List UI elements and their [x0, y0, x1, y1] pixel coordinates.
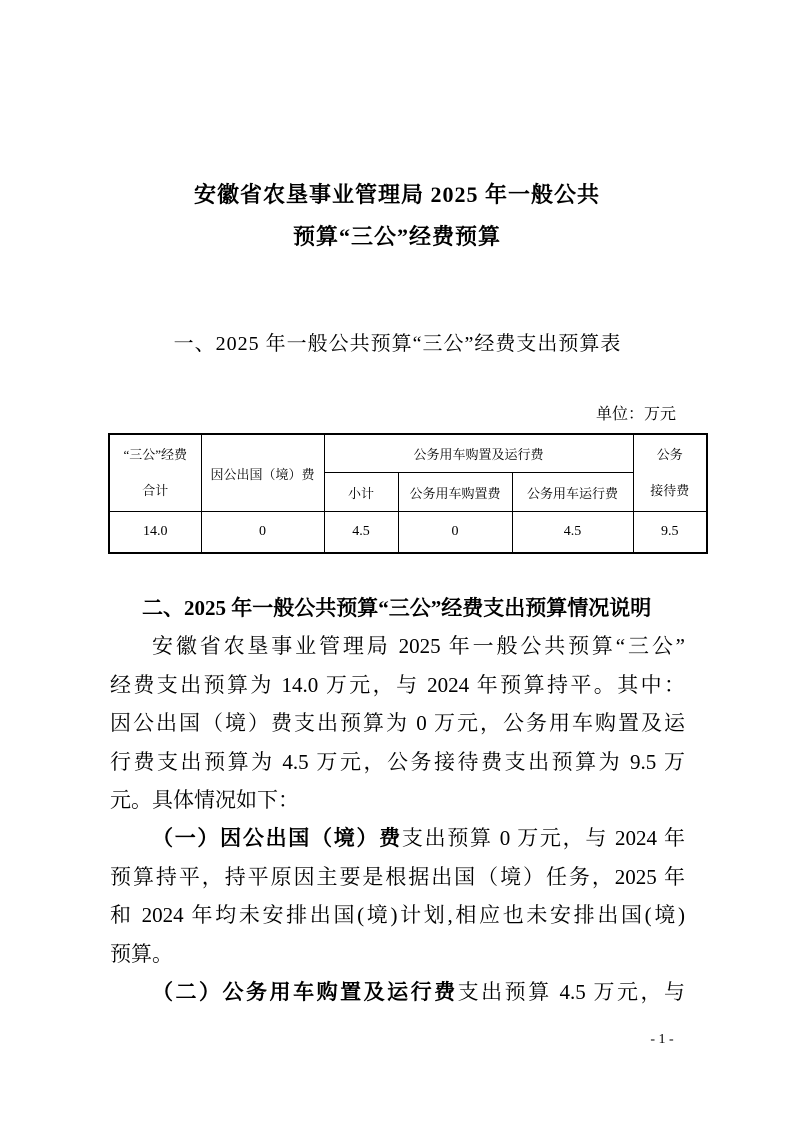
paragraph2-line4: 预算。 — [110, 941, 173, 966]
paragraph3-line1 — [110, 973, 685, 1011]
paragraph3-line1-rest: 支出预算 4.5 万元，与 — [457, 980, 686, 1005]
value-vehicle-purchase: 0 — [398, 512, 512, 554]
header-reception-fee-line2: 接待费 — [650, 483, 690, 498]
document-title-line1: 安徽省农垦事业管理局 2025 年一般公共 — [193, 182, 600, 207]
header-sangong-total — [109, 434, 201, 512]
header-sangong-total-line2: 合计 — [142, 483, 169, 498]
header-sangong-total-line1: “三公”经费 — [123, 447, 188, 462]
header-vehicle-group: 公务用车购置及运行费 — [324, 434, 633, 473]
value-vehicle-subtotal: 4.5 — [324, 512, 398, 554]
page-number: - 1 - — [650, 1032, 674, 1047]
budget-table — [108, 433, 708, 554]
section1-heading: 一、2025 年一般公共预算“三公”经费支出预算表 — [173, 333, 622, 355]
document-title-line2: 预算“三公”经费预算 — [292, 224, 501, 249]
header-abroad-fee: 因公出国（境）费 — [201, 434, 324, 512]
paragraph1-line4: 行费支出预算为 4.5 万元，公务接待费支出预算为 9.5 万 — [110, 749, 685, 774]
paragraph1-line2: 经费支出预算为 14.0 万元，与 2024 年预算持平。其中： — [110, 672, 685, 697]
paragraph2-bold-lead: （一）因公出国（境）费 — [152, 826, 402, 851]
paragraph1-line1: 安徽省农垦事业管理局 2025 年一般公共预算“三公” — [152, 634, 685, 659]
paragraph1-line5: 元。具体情况如下： — [110, 788, 299, 813]
paragraph2-line2: 预算持平，持平原因主要是根据出国（境）任务，2025 年 — [110, 864, 685, 889]
header-reception-fee — [633, 434, 707, 512]
paragraph3-bold-lead: （二）公务用车购置及运行费 — [152, 980, 458, 1005]
document-title — [0, 174, 794, 258]
paragraph1-line3: 因公出国（境）费支出预算为 0 万元，公务用车购置及运 — [110, 711, 685, 736]
header-vehicle-subtotal: 小计 — [324, 473, 398, 512]
paragraph2-line1 — [110, 819, 685, 857]
paragraph2-line1-rest: 支出预算 0 万元，与 2024 年 — [401, 826, 685, 851]
value-reception-fee: 9.5 — [633, 512, 707, 554]
paragraph2-line3: 和 2024 年均未安排出国(境)计划,相应也未安排出国(境) — [110, 903, 685, 928]
header-vehicle-purchase: 公务用车购置费 — [398, 473, 512, 512]
header-reception-fee-line1: 公务 — [656, 447, 683, 462]
value-sangong-total: 14.0 — [109, 512, 201, 554]
section2-heading: 二、2025 年一般公共预算“三公”经费支出预算情况说明 — [142, 596, 652, 620]
header-vehicle-operation: 公务用车运行费 — [512, 473, 633, 512]
table-data-row — [109, 512, 707, 554]
value-vehicle-operation: 4.5 — [512, 512, 633, 554]
body-text-block — [110, 589, 685, 1011]
unit-label: 单位：万元 — [595, 406, 676, 423]
table-header-row-1 — [109, 434, 707, 473]
value-abroad-fee: 0 — [201, 512, 324, 554]
